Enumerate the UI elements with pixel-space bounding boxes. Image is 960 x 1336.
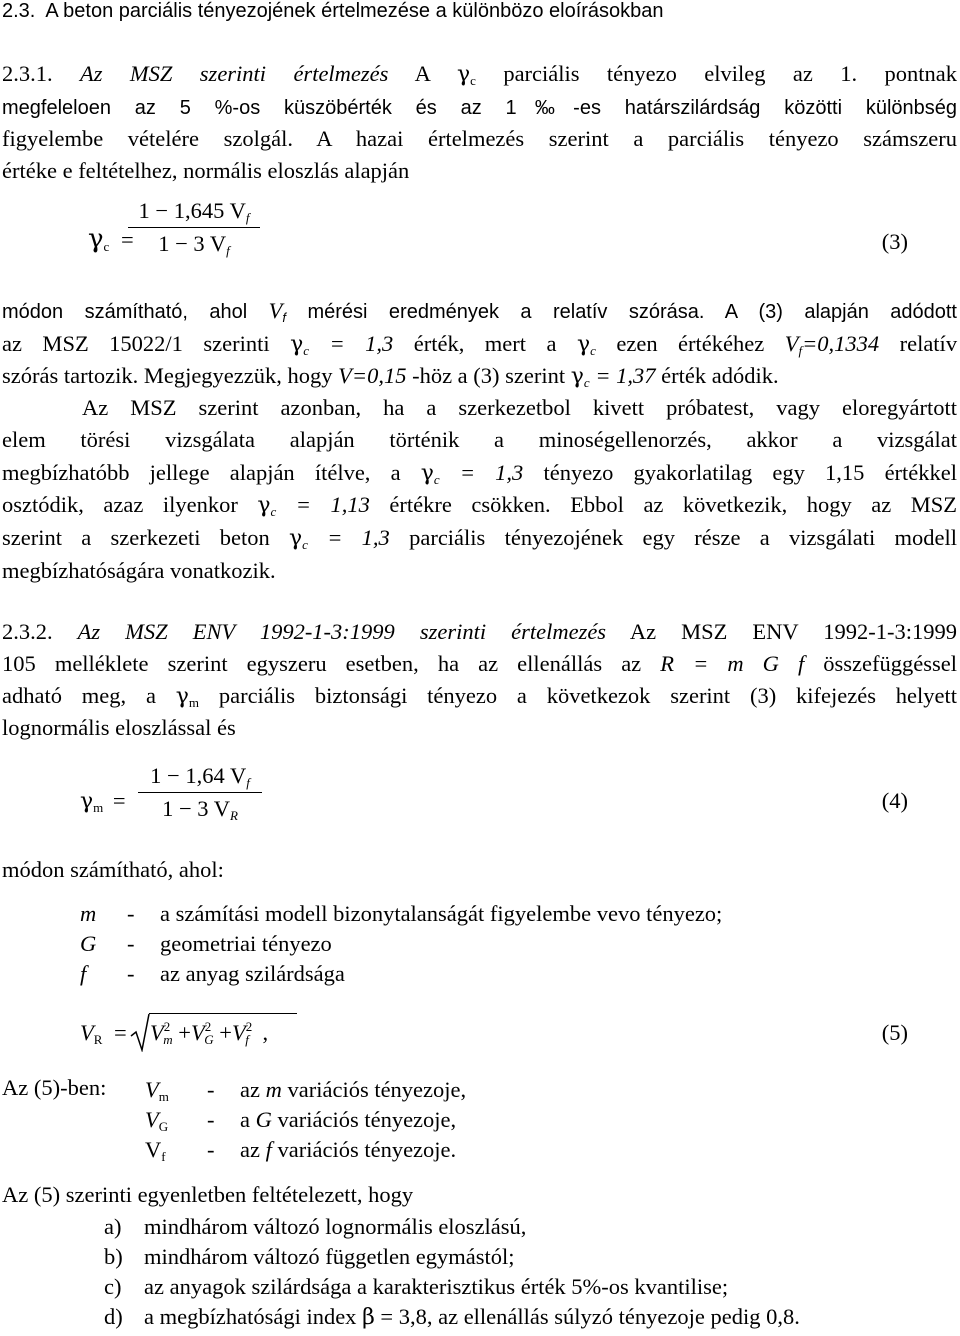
assume-list (104, 1212, 800, 1333)
p3-line-1: Az MSZ szerint azonban, ha a szerkezetbol kivett próbatest, vagy eloregyártott (82, 395, 957, 420)
p2-line-2: az MSZ 15022/1 szerinti $\gamma_c = 1,3$ érték, mert a $\gamma_c$ ezen értékéhez $V_f=0,1334$ relatív (2, 331, 958, 358)
definition-row: m - a számítási modell bizonytalanságát figyelembe vevo tényezo; (80, 901, 723, 926)
p3-line-5: szerint a szerkezeti beton $\gamma_c = 1,3$ parciális tényezojének egy része a vizsgálati modell (2, 525, 958, 552)
s231-line-1: 2.3.1. Az MSZ szerinti értelmezés A $\gamma_c$ parciális tényezo elvileg az 1. pontnak (2, 61, 957, 88)
s231-number: 2.3.1. (2, 61, 53, 86)
sqrt-sign-icon (130, 1012, 150, 1052)
s232-heading: Az MSZ ENV 1992-1-3:1999 szerinti értelmezés (77, 619, 607, 644)
definitions-list (80, 899, 722, 989)
s231-line-3: figyelembe vételére szolgál. A hazai értelmezés szerint a parciális tényezo számszeru (2, 126, 957, 151)
assume-item: c) az anyagok szilárdsága a karakterisztikus érték 5%-os kvantilise; (104, 1274, 729, 1299)
p2-line-1: módon számítható, ahol $V_f$ mérési eredmények a relatív szórása. A (3) alapján adódott (2, 298, 957, 325)
vars5-row: $V_G$ - a G variációs tényezoje, (145, 1107, 457, 1134)
eq5-label: (5) (881, 1020, 908, 1045)
definition-row: f - az anyag szilárdsága (80, 961, 345, 986)
vars5-row: $V_m$ - az m variációs tényezoje, (145, 1077, 467, 1104)
p2-line-3: szórás tartozik. Megjegyezzük, hogy V=0,15 -höz a (3) szerint $\gamma_c = 1,37$ érték adódik. (2, 363, 779, 390)
p3-line-3: megbízhatóbb jellege alapján ítélve, a $\gamma_c = 1,3$ tényezo gyakorlatilag egy 1,15 értékkel (2, 460, 958, 487)
s232-number: 2.3.2. (2, 619, 53, 644)
s231-line-2: megfeleloen az 5 %-os küszöbérték és az 1‰-es határszilárdság közötti különbség (2, 97, 957, 119)
p3-line-4: osztódik, azaz ilyenkor $\gamma_c = 1,13$ értékre csökken. Ebbol az következik, hogy az MSZ (2, 492, 958, 519)
eq3-label: (3) (881, 229, 908, 254)
after-eq4: módon számítható, ahol: (2, 857, 224, 882)
vars5-row: $V_f$ - az f variációs tényezoje. (145, 1137, 457, 1164)
p3-line-2: elem törési vizsgálata alapján történik a minoségellenorzés, akkor a vizsgálat (2, 427, 957, 452)
s232-line-4: lognormális eloszlással és (2, 715, 236, 740)
assume-item: b) mindhárom változó független egymástól; (104, 1244, 515, 1269)
s232-line-1: 2.3.2. Az MSZ ENV 1992-1-3:1999 szerinti értelmezés Az MSZ ENV 1992-1-3:1999 (2, 619, 957, 644)
s231-heading: Az MSZ szerinti értelmezés (80, 61, 389, 86)
s232-line-2: 105 melléklete szerint egyszeru esetben, ha az ellenállás az R = m G f összefüggéssel (2, 651, 957, 676)
section-number: 2.3. (2, 0, 36, 22)
assume-intro: Az (5) szerinti egyenletben feltételezett, hogy (2, 1182, 414, 1207)
p3-line-6: megbízhatóságára vonatkozik. (2, 558, 276, 583)
section-title: A beton parciális tényezojének értelmezése a különbözo eloírásokban (45, 0, 664, 22)
assume-item: a) mindhárom változó lognormális eloszlású, (104, 1214, 527, 1239)
vars5-list (145, 1075, 466, 1165)
s232-line-3: adható meg, a $\gamma_m$ parciális biztonsági tényezo a következok szerint (3) kifejezés helyett (2, 683, 958, 710)
definition-row: G - geometriai tényezo (80, 931, 332, 956)
eq4-fraction: 1 − 1,64 $V_f$ 1 − 3 $V_R$ (138, 763, 262, 822)
s231-line-4: értéke e feltételhez, normális eloszlás alapján (2, 158, 410, 183)
eq3-fraction: 1 − 1,645 $V_f$ 1 − 3 $V_f$ (128, 198, 260, 257)
eq4-label: (4) (881, 788, 908, 813)
section-heading (2, 0, 664, 23)
vars5-intro: Az (5)-ben: (2, 1075, 107, 1100)
assume-item: d) a megbízhatósági index β = 3,8, az ellenállás súlyzó tényezoje pedig 0,8. (104, 1304, 800, 1330)
